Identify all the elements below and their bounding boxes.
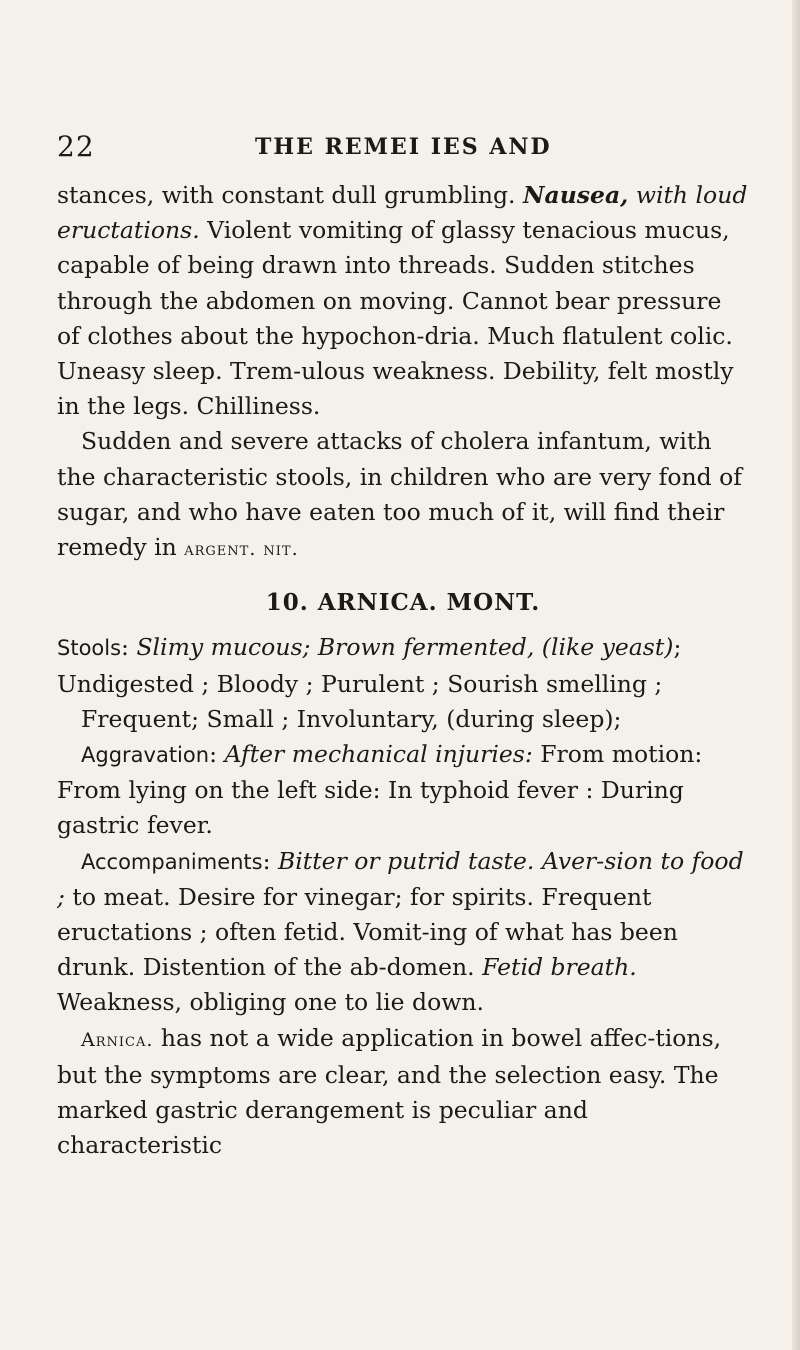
page-body — [57, 178, 749, 1163]
aggravation-emphasis: After mechanical injuries: — [224, 740, 533, 769]
aggravation-paragraph — [57, 737, 749, 844]
intro-text-1: stances, with constant dull grumbling. — [57, 181, 523, 209]
colon: : — [262, 846, 278, 875]
accompaniments-text-1: to meat. Desire for vinegar; for spirits. Frequent eructations ; often fetid. Vomit-ing of what has been drunk. Distention of the ab-domen. — [57, 882, 678, 982]
intro-paragraph-2 — [57, 424, 749, 567]
closing-remedy: Arnica. — [81, 1028, 154, 1051]
section-heading: 10. ARNICA. MONT. — [265, 589, 541, 617]
accompaniments-paragraph — [57, 844, 749, 1021]
stools-label: Stools — [57, 636, 122, 661]
page-number: 22 — [57, 130, 95, 163]
stools-paragraph — [57, 630, 749, 701]
stools-text-2: Frequent; Small ; Involuntary, (during sleep); — [81, 704, 622, 733]
stools-paragraph-2 — [57, 702, 749, 737]
intro-text-2: Violent vomiting of glassy tenacious mucus, capable of being drawn into threads. Sudden stitches through the abdomen on moving. Cannot bear pressure of clothes about the hypochon-dria. Much flatulent colic. Uneasy sleep. Trem-ulous weakness. Debility, felt mostly in the legs. Chilliness. — [57, 216, 734, 421]
remedy-reference: argent. nit. — [184, 538, 299, 561]
eructations-emphasis: with loud eructations. — [57, 181, 748, 245]
stools-emphasis: Slimy mucous; Brown fermented, (like yeast) — [136, 633, 674, 662]
page-edge — [792, 0, 800, 1350]
accompaniments-label: Accompaniments — [81, 849, 263, 874]
closing-text: has not a wide application in bowel affec-tions, but the symptoms are clear, and the selection easy. The marked gastric derangement is peculiar and characteristic — [57, 1023, 722, 1160]
intro-text-3: Sudden and severe attacks of cholera infantum, with the characteristic stools, in children who are very fond of sugar, and who have eaten too much of it, will find their remedy in — [57, 427, 742, 562]
page-header — [57, 124, 697, 164]
nausea-emphasis: Nausea, — [522, 181, 629, 209]
colon: : — [209, 740, 225, 769]
closing-paragraph — [57, 1021, 749, 1164]
colon: : — [121, 633, 137, 662]
accompaniments-emphasis-1: Bitter or putrid taste. Aver-sion to food ; — [57, 846, 744, 911]
running-head: THE REMEI IES AND — [255, 134, 552, 160]
intro-paragraph-1 — [57, 178, 749, 424]
aggravation-label: Aggravation — [81, 743, 210, 768]
stools-text-1: ; Undigested ; Bloody ; Purulent ; Sourish smelling ; — [57, 633, 682, 698]
aggravation-text: From motion: From lying on the left side: In typhoid fever : During gastric fever. — [57, 740, 703, 840]
accompaniments-text-2: Weakness, obliging one to lie down. — [57, 988, 484, 1017]
spacer — [628, 181, 635, 209]
accompaniments-emphasis-2: Fetid breath. — [482, 953, 637, 982]
